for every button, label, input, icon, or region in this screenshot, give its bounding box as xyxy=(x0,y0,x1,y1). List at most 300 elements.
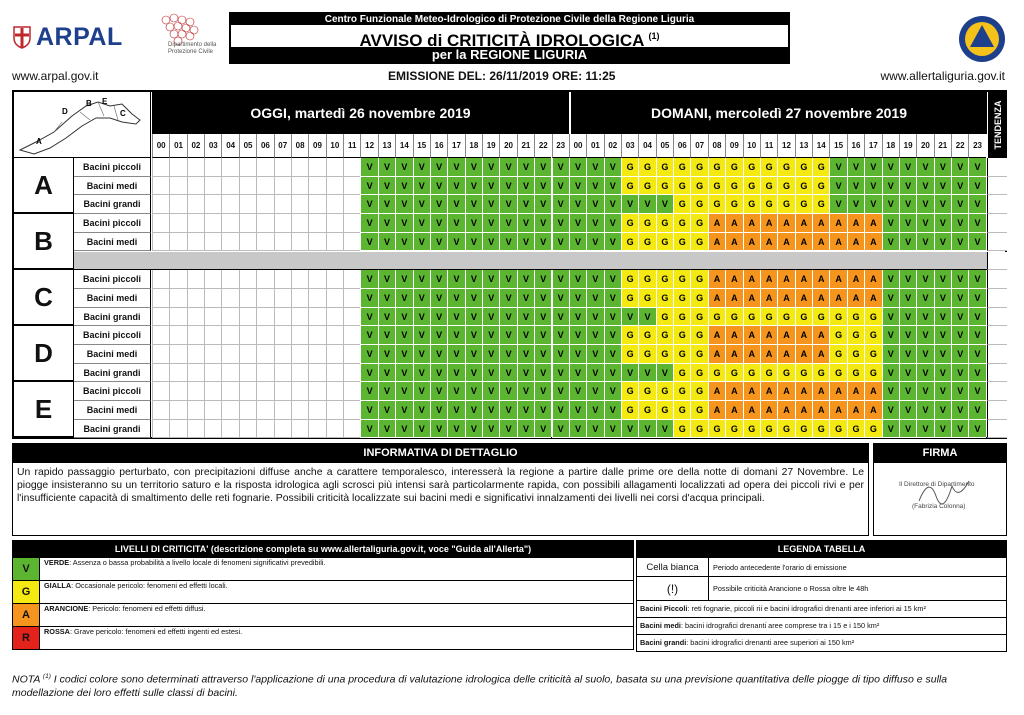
forecast-cell: V xyxy=(951,364,968,383)
forecast-cell: G xyxy=(795,308,812,327)
forecast-cell: G xyxy=(673,233,690,252)
forecast-cell: V xyxy=(395,326,412,345)
forecast-cell: V xyxy=(534,214,551,233)
forecast-cell: V xyxy=(395,345,412,364)
forecast-cell: G xyxy=(656,401,673,420)
forecast-cell: V xyxy=(916,326,933,345)
forecast-cell: V xyxy=(916,270,933,289)
forecast-cell: V xyxy=(552,382,569,401)
forecast-cell xyxy=(204,177,221,196)
forecast-cell: G xyxy=(760,308,777,327)
forecast-cell: V xyxy=(517,195,534,214)
forecast-cell: V xyxy=(899,420,916,439)
forecast-cell xyxy=(239,326,256,345)
allertaliguria-url[interactable]: www.allertaliguria.gov.it xyxy=(880,69,1005,83)
basin-label: Bacini grandi xyxy=(74,195,151,214)
forecast-cell xyxy=(343,214,360,233)
level-row-verde xyxy=(12,558,634,581)
forecast-cell: G xyxy=(656,345,673,364)
forecast-cell: V xyxy=(968,195,985,214)
emission-date: EMISSIONE DEL: 26/11/2019 ORE: 11:25 xyxy=(388,69,616,83)
forecast-cell: V xyxy=(899,345,916,364)
forecast-cell: V xyxy=(378,195,395,214)
forecast-cell: V xyxy=(517,177,534,196)
forecast-cell: G xyxy=(795,195,812,214)
forecast-cell: V xyxy=(413,233,430,252)
hour-header: 21 xyxy=(934,134,951,158)
forecast-cell: V xyxy=(360,195,377,214)
forecast-cell: V xyxy=(360,382,377,401)
forecast-cell: G xyxy=(760,195,777,214)
basin-label: Bacini medi xyxy=(74,289,151,308)
forecast-cell xyxy=(152,420,169,439)
forecast-cell xyxy=(274,401,291,420)
forecast-cell: V xyxy=(552,177,569,196)
forecast-cell: V xyxy=(569,420,586,439)
forecast-cell xyxy=(239,214,256,233)
forecast-cell: V xyxy=(360,270,377,289)
forecast-cell: V xyxy=(569,158,586,177)
forecast-cell: G xyxy=(690,195,707,214)
hour-header: 15 xyxy=(829,134,846,158)
forecast-cell: G xyxy=(690,420,707,439)
forecast-cell xyxy=(256,401,273,420)
forecast-cell xyxy=(187,401,204,420)
forecast-cell: G xyxy=(829,420,846,439)
forecast-cell: V xyxy=(499,158,516,177)
level-row-arancione xyxy=(12,604,634,627)
forecast-cell: V xyxy=(378,233,395,252)
tendency-cell xyxy=(987,195,1007,214)
forecast-cell: G xyxy=(638,158,655,177)
forecast-cell: V xyxy=(968,214,985,233)
forecast-cell xyxy=(221,308,238,327)
forecast-cell: V xyxy=(465,195,482,214)
forecast-cell: V xyxy=(899,177,916,196)
forecast-cell: A xyxy=(777,401,794,420)
forecast-cell: G xyxy=(638,233,655,252)
forecast-cell: V xyxy=(882,308,899,327)
forecast-cell: G xyxy=(638,326,655,345)
forecast-cell: A xyxy=(743,326,760,345)
forecast-cell xyxy=(169,289,186,308)
forecast-cell: V xyxy=(534,420,551,439)
forecast-cell: V xyxy=(899,158,916,177)
forecast-cell: V xyxy=(968,420,985,439)
forecast-cell: A xyxy=(812,214,829,233)
forecast-cell: V xyxy=(430,401,447,420)
forecast-cell xyxy=(204,382,221,401)
info-heading: INFORMATIVA DI DETTAGLIO xyxy=(12,443,869,463)
forecast-cell: V xyxy=(430,214,447,233)
forecast-cell: V xyxy=(430,382,447,401)
forecast-cell: V xyxy=(899,289,916,308)
forecast-cell: V xyxy=(569,382,586,401)
forecast-cell xyxy=(221,420,238,439)
forecast-cell: A xyxy=(847,233,864,252)
forecast-cell: G xyxy=(673,382,690,401)
forecast-cell: V xyxy=(968,364,985,383)
forecast-cell xyxy=(204,401,221,420)
forecast-cell: V xyxy=(447,345,464,364)
level-row-gialla xyxy=(12,581,634,604)
empty-row xyxy=(74,252,987,271)
hour-header: 12 xyxy=(360,134,377,158)
forecast-cell: V xyxy=(517,214,534,233)
forecast-cell: A xyxy=(829,289,846,308)
forecast-cell: V xyxy=(447,382,464,401)
basin-label: Bacini piccoli xyxy=(74,382,151,401)
forecast-cell: G xyxy=(743,177,760,196)
forecast-cell: G xyxy=(690,345,707,364)
zone-letter-c: C xyxy=(14,270,74,326)
forecast-cell: V xyxy=(604,214,621,233)
forecast-cell: V xyxy=(569,289,586,308)
forecast-cell: A xyxy=(864,214,881,233)
forecast-cell: V xyxy=(447,270,464,289)
forecast-cell: V xyxy=(482,177,499,196)
forecast-cell xyxy=(187,177,204,196)
forecast-cell xyxy=(187,345,204,364)
forecast-cell: V xyxy=(395,364,412,383)
forecast-cell xyxy=(274,289,291,308)
forecast-cell: A xyxy=(812,326,829,345)
forecast-cell xyxy=(291,364,308,383)
forecast-cell: G xyxy=(864,345,881,364)
hour-header: 05 xyxy=(656,134,673,158)
hour-header: 08 xyxy=(291,134,308,158)
forecast-cell: G xyxy=(847,364,864,383)
forecast-cell: G xyxy=(621,177,638,196)
forecast-cell: G xyxy=(708,195,725,214)
footnote: NOTA $^{(1)}$ I codici colore sono determinati attraverso l'applicazione di una procedura di valutazione idrologica delle criticità al suolo, basata su una previsione quantitativa delle piogge di tipo diffuso e sulla modellazione dei loro effetti sulle classi di bacini. xyxy=(12,673,948,699)
arpal-logo-text: ARPAL xyxy=(36,22,123,51)
tendency-cell xyxy=(987,401,1007,420)
forecast-cell xyxy=(308,214,325,233)
forecast-cell: V xyxy=(378,401,395,420)
forecast-cell: G xyxy=(690,289,707,308)
forecast-cell: G xyxy=(708,364,725,383)
forecast-cell: G xyxy=(864,420,881,439)
forecast-cell: A xyxy=(743,233,760,252)
forecast-cell: V xyxy=(934,270,951,289)
forecast-cell: A xyxy=(795,270,812,289)
forecast-cell: V xyxy=(395,214,412,233)
forecast-cell: V xyxy=(864,177,881,196)
forecast-cell xyxy=(152,195,169,214)
forecast-cell: V xyxy=(586,214,603,233)
zone-letter-a: A xyxy=(14,158,74,214)
forecast-cell: V xyxy=(360,401,377,420)
forecast-cell xyxy=(343,289,360,308)
forecast-cell: V xyxy=(482,401,499,420)
forecast-cell xyxy=(187,364,204,383)
forecast-cell: G xyxy=(621,289,638,308)
forecast-cell: V xyxy=(934,233,951,252)
forecast-cell: V xyxy=(534,195,551,214)
hour-header: 17 xyxy=(864,134,881,158)
forecast-cell: G xyxy=(708,308,725,327)
hour-header: 08 xyxy=(708,134,725,158)
forecast-cell xyxy=(326,345,343,364)
forecast-cell: V xyxy=(447,195,464,214)
forecast-cell: V xyxy=(829,158,846,177)
firma-line-2: (Fabrizia Colonna) xyxy=(912,503,966,510)
forecast-cell: G xyxy=(864,308,881,327)
forecast-cell: V xyxy=(499,364,516,383)
forecast-cell: G xyxy=(777,364,794,383)
forecast-cell: V xyxy=(916,382,933,401)
level-swatch: V xyxy=(13,558,40,580)
forecast-cell: V xyxy=(360,289,377,308)
forecast-cell xyxy=(187,158,204,177)
forecast-cell: V xyxy=(447,158,464,177)
forecast-cell: V xyxy=(430,158,447,177)
forecast-cell: V xyxy=(413,195,430,214)
forecast-cell: V xyxy=(951,158,968,177)
forecast-cell: V xyxy=(899,195,916,214)
forecast-cell: V xyxy=(413,326,430,345)
forecast-cell xyxy=(221,326,238,345)
forecast-cell: V xyxy=(968,233,985,252)
basin-label: Bacini grandi xyxy=(74,420,151,439)
forecast-cell: V xyxy=(899,364,916,383)
forecast-cell xyxy=(343,195,360,214)
forecast-cell: V xyxy=(482,270,499,289)
forecast-cell: V xyxy=(968,158,985,177)
forecast-cell: V xyxy=(499,289,516,308)
forecast-cell: V xyxy=(413,214,430,233)
hour-header: 10 xyxy=(743,134,760,158)
title-box xyxy=(229,12,790,64)
forecast-cell: A xyxy=(812,382,829,401)
forecast-cell xyxy=(256,158,273,177)
protezione-civile-logo-icon xyxy=(957,14,1007,64)
forecast-cell: G xyxy=(725,195,742,214)
forecast-cell: V xyxy=(482,158,499,177)
hour-header: 03 xyxy=(204,134,221,158)
forecast-cell: G xyxy=(621,326,638,345)
forecast-cell: V xyxy=(934,177,951,196)
forecast-cell: V xyxy=(951,420,968,439)
forecast-cell xyxy=(343,177,360,196)
forecast-cell xyxy=(239,177,256,196)
hour-header: 11 xyxy=(343,134,360,158)
zone-letter-b: B xyxy=(14,214,74,270)
forecast-cell: V xyxy=(534,401,551,420)
basin-label: Bacini medi xyxy=(74,345,151,364)
forecast-cell: A xyxy=(760,326,777,345)
forecast-cell xyxy=(308,382,325,401)
forecast-cell: G xyxy=(673,308,690,327)
forecast-cell: G xyxy=(760,177,777,196)
forecast-cell: V xyxy=(465,345,482,364)
forecast-cell: G xyxy=(760,364,777,383)
forecast-cell: G xyxy=(690,158,707,177)
forecast-cell: V xyxy=(413,345,430,364)
forecast-cell xyxy=(326,289,343,308)
forecast-cell: V xyxy=(430,270,447,289)
forecast-cell xyxy=(169,401,186,420)
forecast-cell: V xyxy=(604,177,621,196)
forecast-cell xyxy=(291,158,308,177)
forecast-cell: V xyxy=(413,420,430,439)
forecast-cell: V xyxy=(916,158,933,177)
forecast-cell: G xyxy=(690,308,707,327)
forecast-cell: V xyxy=(899,382,916,401)
forecast-cell: G xyxy=(743,420,760,439)
forecast-cell: G xyxy=(795,364,812,383)
forecast-cell xyxy=(239,420,256,439)
forecast-cell: V xyxy=(534,270,551,289)
forecast-cell: V xyxy=(621,420,638,439)
forecast-cell: A xyxy=(777,326,794,345)
forecast-cell: V xyxy=(465,308,482,327)
forecast-cell xyxy=(326,382,343,401)
forecast-cell: V xyxy=(586,308,603,327)
hour-header: 19 xyxy=(482,134,499,158)
forecast-cell: G xyxy=(621,233,638,252)
forecast-cell: G xyxy=(725,308,742,327)
forecast-cell: V xyxy=(586,420,603,439)
arpal-url[interactable]: www.arpal.gov.it xyxy=(12,69,99,83)
forecast-cell: V xyxy=(360,326,377,345)
forecast-cell: A xyxy=(760,345,777,364)
forecast-cell: G xyxy=(812,177,829,196)
forecast-cell xyxy=(187,233,204,252)
forecast-cell: V xyxy=(847,158,864,177)
forecast-cell: G xyxy=(708,158,725,177)
forecast-cell: V xyxy=(413,177,430,196)
hour-header: 01 xyxy=(169,134,186,158)
forecast-cell: V xyxy=(413,289,430,308)
tendency-cell xyxy=(987,233,1007,252)
forecast-cell: G xyxy=(690,382,707,401)
hour-header: 16 xyxy=(847,134,864,158)
forecast-cell: G xyxy=(638,270,655,289)
forecast-cell xyxy=(291,177,308,196)
forecast-cell xyxy=(169,270,186,289)
hour-header: 22 xyxy=(951,134,968,158)
forecast-cell: V xyxy=(916,214,933,233)
forecast-cell: V xyxy=(534,382,551,401)
forecast-cell: V xyxy=(395,158,412,177)
forecast-cell: V xyxy=(360,345,377,364)
hour-header: 20 xyxy=(499,134,516,158)
forecast-cell: V xyxy=(534,345,551,364)
forecast-cell: V xyxy=(951,308,968,327)
forecast-cell: A xyxy=(708,270,725,289)
forecast-cell xyxy=(221,214,238,233)
forecast-cell: G xyxy=(760,158,777,177)
forecast-cell: V xyxy=(586,289,603,308)
forecast-cell: V xyxy=(499,326,516,345)
forecast-cell: G xyxy=(690,177,707,196)
forecast-cell: G xyxy=(656,177,673,196)
forecast-cell: A xyxy=(795,401,812,420)
level-desc: ARANCIONE: Pericolo: fenomeni ed effetti diffusi. xyxy=(44,604,206,613)
forecast-cell: V xyxy=(378,345,395,364)
forecast-cell: V xyxy=(430,345,447,364)
forecast-cell: A xyxy=(829,270,846,289)
forecast-cell: G xyxy=(673,420,690,439)
forecast-cell: V xyxy=(882,345,899,364)
forecast-cell: A xyxy=(847,382,864,401)
forecast-cell xyxy=(169,382,186,401)
forecast-cell xyxy=(308,345,325,364)
basin-label: Bacini grandi xyxy=(74,308,151,327)
forecast-cell xyxy=(291,420,308,439)
forecast-cell: V xyxy=(534,289,551,308)
forecast-cell: V xyxy=(916,308,933,327)
forecast-cell: G xyxy=(829,326,846,345)
forecast-cell: V xyxy=(378,326,395,345)
forecast-cell xyxy=(221,195,238,214)
forecast-cell: V xyxy=(395,289,412,308)
hour-header: 18 xyxy=(465,134,482,158)
title-line-1: Centro Funzionale Meteo-Idrologico di Protezione Civile della Regione Liguria xyxy=(324,14,695,25)
forecast-cell: A xyxy=(829,233,846,252)
forecast-cell: V xyxy=(517,345,534,364)
forecast-cell: V xyxy=(482,308,499,327)
forecast-cell: A xyxy=(725,289,742,308)
forecast-cell: V xyxy=(569,345,586,364)
forecast-cell: A xyxy=(777,382,794,401)
forecast-cell: V xyxy=(586,233,603,252)
forecast-cell: V xyxy=(916,401,933,420)
forecast-cell: G xyxy=(638,401,655,420)
forecast-cell: V xyxy=(951,233,968,252)
forecast-cell: V xyxy=(569,364,586,383)
hour-header: 16 xyxy=(430,134,447,158)
forecast-cell: V xyxy=(864,195,881,214)
forecast-cell xyxy=(152,214,169,233)
forecast-cell xyxy=(187,382,204,401)
criticality-table xyxy=(12,90,1007,439)
forecast-cell: V xyxy=(395,308,412,327)
forecast-cell xyxy=(204,326,221,345)
forecast-cell: V xyxy=(430,289,447,308)
forecast-cell: V xyxy=(413,382,430,401)
forecast-cell: V xyxy=(552,270,569,289)
forecast-cell: V xyxy=(465,233,482,252)
forecast-cell: G xyxy=(690,270,707,289)
forecast-cell: G xyxy=(777,308,794,327)
forecast-cell xyxy=(308,270,325,289)
hour-header: 13 xyxy=(378,134,395,158)
forecast-cell xyxy=(274,233,291,252)
forecast-cell xyxy=(152,308,169,327)
tendency-header: TENDENZA xyxy=(987,92,1007,158)
hour-header: 20 xyxy=(916,134,933,158)
forecast-cell: V xyxy=(934,158,951,177)
forecast-cell: G xyxy=(864,326,881,345)
forecast-cell: G xyxy=(656,158,673,177)
forecast-cell: V xyxy=(586,345,603,364)
forecast-cell: V xyxy=(916,233,933,252)
forecast-cell xyxy=(239,308,256,327)
forecast-cell: V xyxy=(951,326,968,345)
map-label-e: E xyxy=(102,97,108,106)
forecast-cell: V xyxy=(552,214,569,233)
hour-header: 14 xyxy=(395,134,412,158)
forecast-cell: G xyxy=(621,382,638,401)
forecast-cell xyxy=(308,195,325,214)
forecast-cell: V xyxy=(552,364,569,383)
forecast-cell: G xyxy=(812,364,829,383)
forecast-cell: V xyxy=(586,195,603,214)
forecast-cell: A xyxy=(760,382,777,401)
